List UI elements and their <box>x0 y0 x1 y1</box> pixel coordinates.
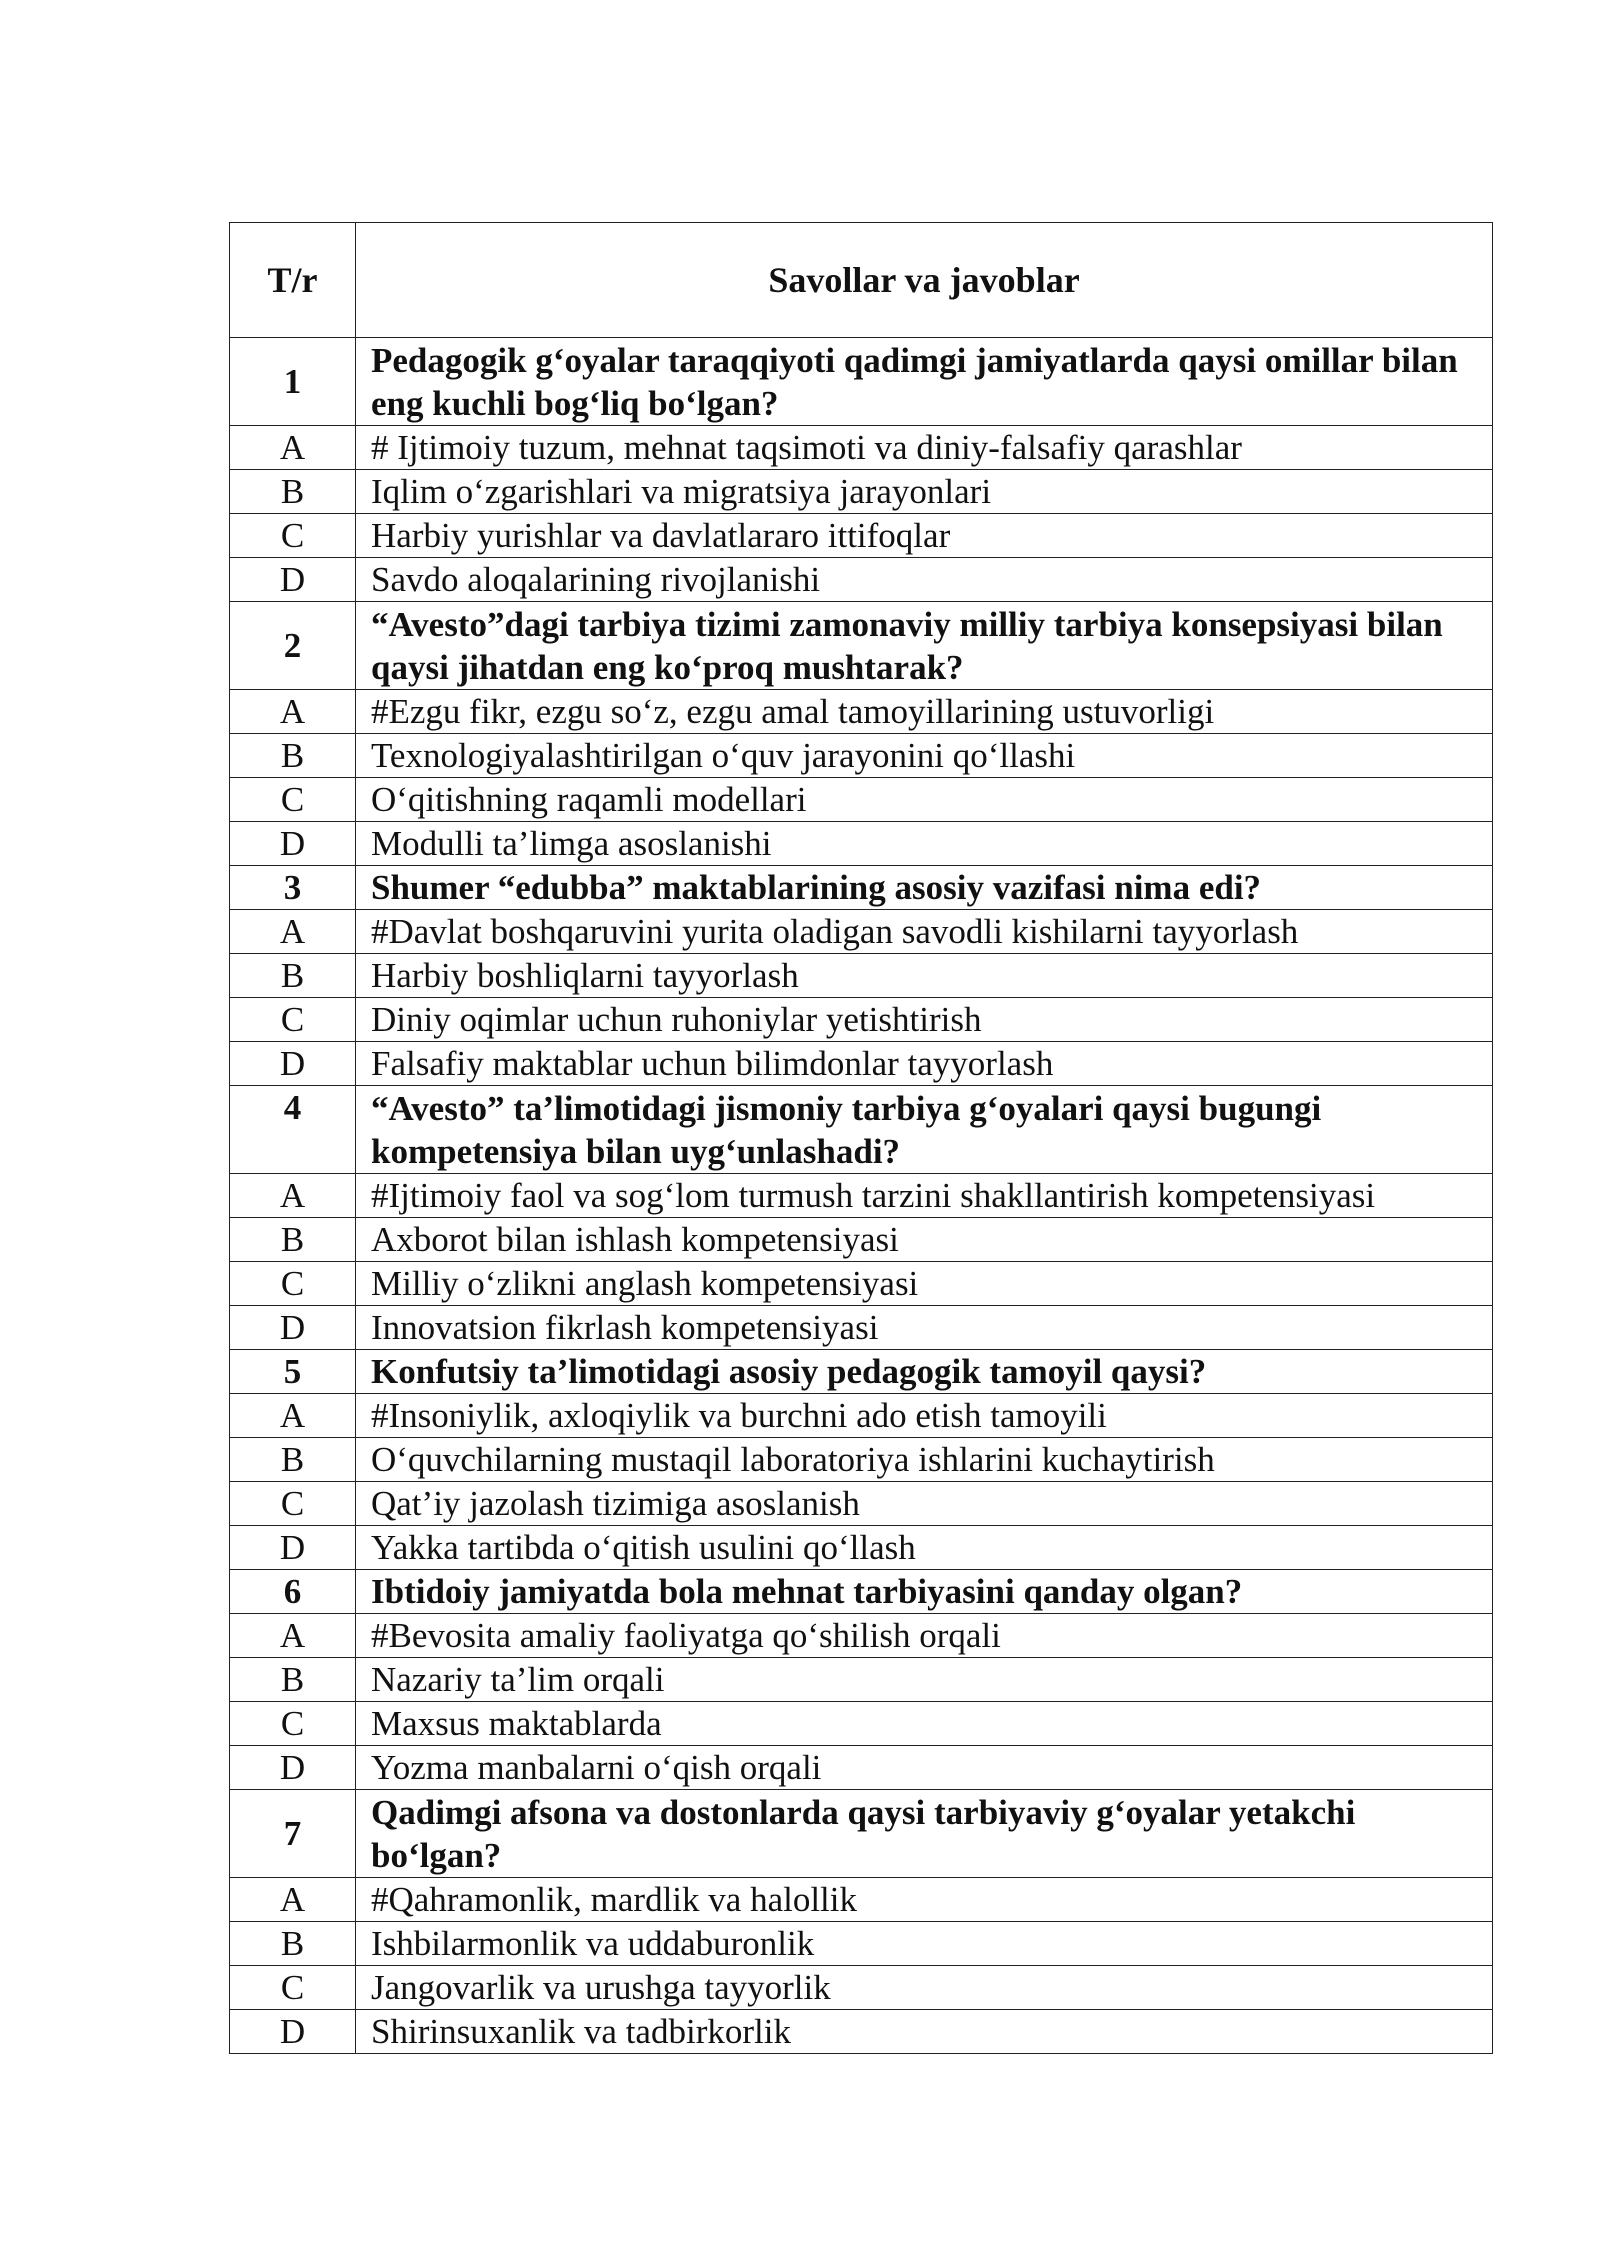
option-text: Modulli ta’limga asoslanishi <box>356 822 1493 866</box>
option-letter: A <box>230 1614 356 1658</box>
option-text: #Insoniylik, axloqiylik va burchni ado etish tamoyili <box>356 1394 1493 1438</box>
question-text: Shumer “edubba” maktablarining asosiy vazifasi nima edi? <box>356 866 1493 910</box>
question-number: 2 <box>230 602 356 690</box>
option-text: Iqlim o‘zgarishlari va migratsiya jarayonlari <box>356 470 1493 514</box>
option-text: Ishbilarmonlik va uddaburonlik <box>356 1922 1493 1966</box>
option-letter: B <box>230 954 356 998</box>
answer-option-row <box>230 1042 1493 1086</box>
answer-option-row <box>230 734 1493 778</box>
question-row <box>230 1570 1493 1614</box>
answer-option-row <box>230 470 1493 514</box>
option-text: Shirinsuxanlik va tadbirkorlik <box>356 2010 1493 2054</box>
option-text: #Qahramonlik, mardlik va halollik <box>356 1878 1493 1922</box>
option-text: Maxsus maktablarda <box>356 1702 1493 1746</box>
question-text: Ibtidoiy jamiyatda bola mehnat tarbiyasini qanday olgan? <box>356 1570 1493 1614</box>
option-text: Diniy oqimlar uchun ruhoniylar yetishtirish <box>356 998 1493 1042</box>
option-letter: C <box>230 1482 356 1526</box>
table-header-row <box>230 223 1493 338</box>
answer-option-row <box>230 2010 1493 2054</box>
question-text: Pedagogik g‘oyalar taraqqiyoti qadimgi jamiyatlarda qaysi omillar bilan eng kuchli bog‘liq bo‘lgan? <box>356 338 1493 426</box>
answer-option-row <box>230 1482 1493 1526</box>
header-number: T/r <box>230 223 356 338</box>
answer-option-row <box>230 1878 1493 1922</box>
option-text: Yozma manbalarni o‘qish orqali <box>356 1746 1493 1790</box>
answer-option-row <box>230 1922 1493 1966</box>
questions-table <box>229 222 1493 2054</box>
option-letter: B <box>230 1922 356 1966</box>
option-letter: D <box>230 1746 356 1790</box>
answer-option-row <box>230 690 1493 734</box>
answer-option-row <box>230 910 1493 954</box>
option-letter: D <box>230 2010 356 2054</box>
question-number: 6 <box>230 1570 356 1614</box>
option-text: #Ezgu fikr, ezgu so‘z, ezgu amal tamoyillarining ustuvorligi <box>356 690 1493 734</box>
option-text: Yakka tartibda o‘qitish usulini qo‘llash <box>356 1526 1493 1570</box>
question-row <box>230 1790 1493 1878</box>
answer-option-row <box>230 1262 1493 1306</box>
answer-option-row <box>230 1438 1493 1482</box>
option-text: #Ijtimoiy faol va sog‘lom turmush tarzini shakllantirish kompetensiyasi <box>356 1174 1493 1218</box>
option-letter: C <box>230 1702 356 1746</box>
option-letter: B <box>230 1438 356 1482</box>
answer-option-row <box>230 558 1493 602</box>
option-text: Texnologiyalashtirilgan o‘quv jarayonini qo‘llashi <box>356 734 1493 778</box>
option-letter: A <box>230 910 356 954</box>
option-text: Qat’iy jazolash tizimiga asoslanish <box>356 1482 1493 1526</box>
option-text: #Bevosita amaliy faoliyatga qo‘shilish orqali <box>356 1614 1493 1658</box>
option-letter: B <box>230 734 356 778</box>
answer-option-row <box>230 1526 1493 1570</box>
option-letter: C <box>230 1966 356 2010</box>
question-number: 4 <box>230 1086 356 1174</box>
answer-option-row <box>230 1218 1493 1262</box>
question-row <box>230 866 1493 910</box>
option-letter: B <box>230 1218 356 1262</box>
option-text: Axborot bilan ishlash kompetensiyasi <box>356 1218 1493 1262</box>
answer-option-row <box>230 514 1493 558</box>
question-text: Konfutsiy ta’limotidagi asosiy pedagogik tamoyil qaysi? <box>356 1350 1493 1394</box>
option-letter: D <box>230 1042 356 1086</box>
option-letter: D <box>230 1306 356 1350</box>
question-row <box>230 1086 1493 1174</box>
option-letter: A <box>230 1878 356 1922</box>
header-title: Savollar va javoblar <box>356 223 1493 338</box>
answer-option-row <box>230 1614 1493 1658</box>
option-letter: D <box>230 1526 356 1570</box>
question-text: “Avesto” ta’limotidagi jismoniy tarbiya g‘oyalari qaysi bugungi kompetensiya bilan uyg‘unlashadi? <box>356 1086 1493 1174</box>
option-text: Nazariy ta’lim orqali <box>356 1658 1493 1702</box>
option-letter: C <box>230 514 356 558</box>
option-letter: A <box>230 426 356 470</box>
answer-option-row <box>230 1702 1493 1746</box>
option-text: #Davlat boshqaruvini yurita oladigan savodli kishilarni tayyorlash <box>356 910 1493 954</box>
question-number: 7 <box>230 1790 356 1878</box>
option-text: Jangovarlik va urushga tayyorlik <box>356 1966 1493 2010</box>
answer-option-row <box>230 778 1493 822</box>
option-letter: B <box>230 1658 356 1702</box>
answer-option-row <box>230 822 1493 866</box>
question-number: 5 <box>230 1350 356 1394</box>
answer-option-row <box>230 1306 1493 1350</box>
answer-option-row <box>230 954 1493 998</box>
option-text: Harbiy boshliqlarni tayyorlash <box>356 954 1493 998</box>
option-letter: A <box>230 690 356 734</box>
option-text: Harbiy yurishlar va davlatlararo ittifoqlar <box>356 514 1493 558</box>
answer-option-row <box>230 426 1493 470</box>
option-text: # Ijtimoiy tuzum, mehnat taqsimoti va diniy-falsafiy qarashlar <box>356 426 1493 470</box>
option-letter: B <box>230 470 356 514</box>
answer-option-row <box>230 1746 1493 1790</box>
answer-option-row <box>230 1394 1493 1438</box>
option-text: Falsafiy maktablar uchun bilimdonlar tayyorlash <box>356 1042 1493 1086</box>
question-row <box>230 338 1493 426</box>
question-row <box>230 1350 1493 1394</box>
option-letter: D <box>230 558 356 602</box>
option-text: Innovatsion fikrlash kompetensiyasi <box>356 1306 1493 1350</box>
question-number: 1 <box>230 338 356 426</box>
answer-option-row <box>230 1658 1493 1702</box>
option-text: Savdo aloqalarining rivojlanishi <box>356 558 1493 602</box>
option-letter: A <box>230 1174 356 1218</box>
answer-option-row <box>230 998 1493 1042</box>
questions-table-body <box>230 223 1493 2054</box>
option-letter: C <box>230 1262 356 1306</box>
answer-option-row <box>230 1966 1493 2010</box>
option-text: O‘quvchilarning mustaqil laboratoriya ishlarini kuchaytirish <box>356 1438 1493 1482</box>
option-letter: A <box>230 1394 356 1438</box>
question-text: “Avesto”dagi tarbiya tizimi zamonaviy milliy tarbiya konsepsiyasi bilan qaysi jihatdan eng ko‘proq mushtarak? <box>356 602 1493 690</box>
option-text: Milliy o‘zlikni anglash kompetensiyasi <box>356 1262 1493 1306</box>
question-row <box>230 602 1493 690</box>
option-letter: C <box>230 778 356 822</box>
question-number: 3 <box>230 866 356 910</box>
option-text: O‘qitishning raqamli modellari <box>356 778 1493 822</box>
option-letter: D <box>230 822 356 866</box>
option-letter: C <box>230 998 356 1042</box>
question-text: Qadimgi afsona va dostonlarda qaysi tarbiyaviy g‘oyalar yetakchi bo‘lgan? <box>356 1790 1493 1878</box>
answer-option-row <box>230 1174 1493 1218</box>
